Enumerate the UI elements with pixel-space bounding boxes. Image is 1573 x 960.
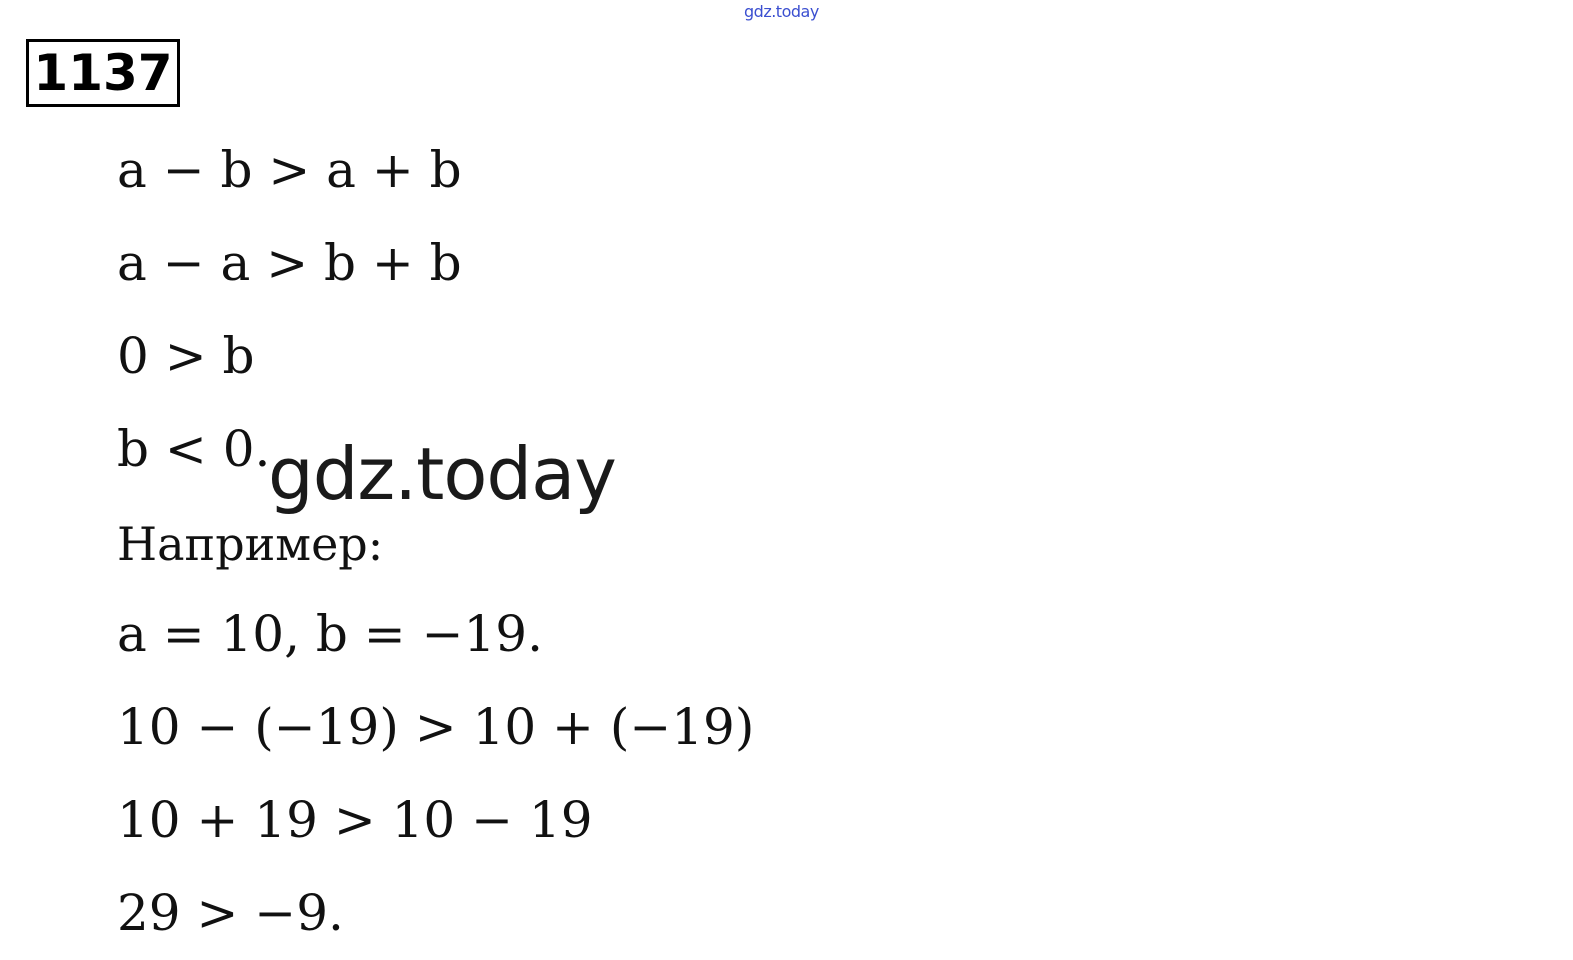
solution-line-3: 0 > b (117, 327, 255, 385)
solution-line-2: a − a > b + b (117, 234, 462, 292)
problem-number-box: 1137 (26, 39, 180, 107)
solution-line-8: 10 + 19 > 10 − 19 (117, 791, 593, 849)
solution-line-4: b < 0. (117, 420, 271, 478)
solution-line-example-label: Например: (117, 517, 384, 571)
solution-line-9: 29 > −9. (117, 884, 344, 942)
center-watermark: gdz.today (268, 432, 616, 516)
solution-line-7: 10 − (−19) > 10 + (−19) (117, 698, 755, 756)
solution-line-1: a − b > a + b (117, 141, 462, 199)
solution-line-6: a = 10, b = −19. (117, 605, 544, 663)
top-watermark: gdz.today (744, 2, 819, 21)
